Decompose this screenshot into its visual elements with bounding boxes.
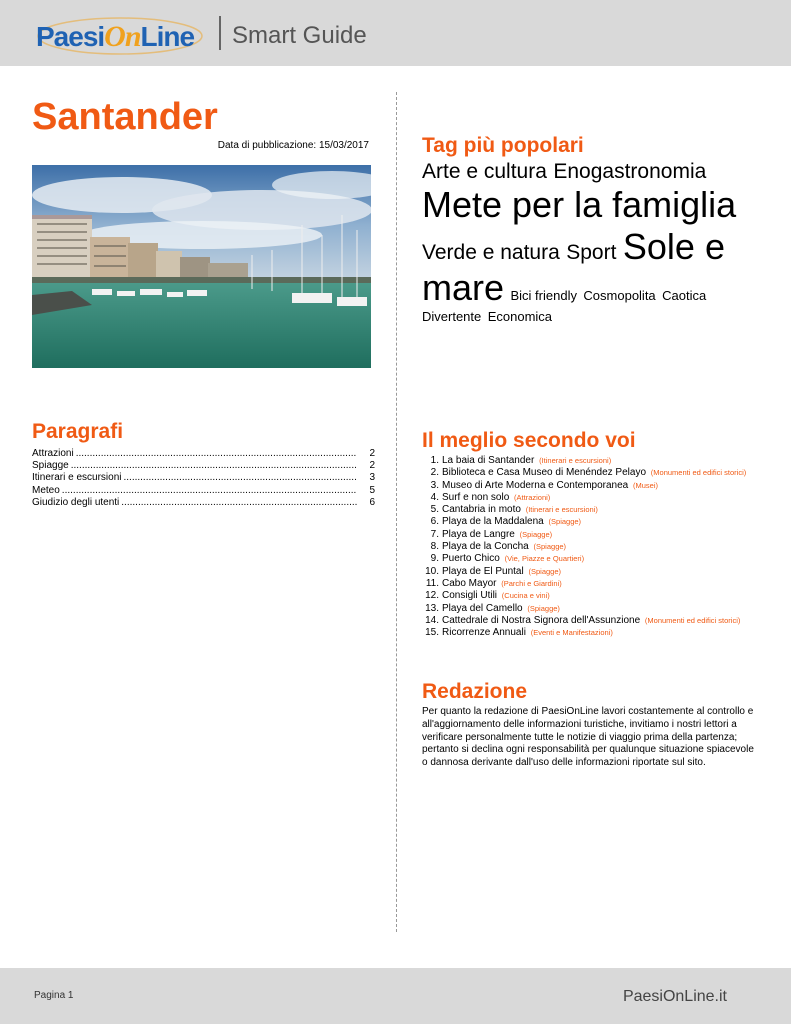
tags-heading: Tag più popolari: [422, 134, 584, 157]
tag-link[interactable]: Economica: [487, 309, 553, 325]
list-item[interactable]: 11. Cabo Mayor (Parchi e Giardini): [425, 577, 562, 589]
toc-row[interactable]: [32, 497, 375, 509]
tag-link[interactable]: Arte e cultura: [422, 160, 547, 183]
tag-link[interactable]: Bici friendly: [510, 287, 577, 303]
list-item[interactable]: 4. Surf e non solo (Attrazioni): [430, 491, 551, 503]
tag-cloud: [422, 160, 767, 327]
tag-link[interactable]: Sole e mare: [422, 225, 725, 308]
list-item[interactable]: 3. Museo di Arte Moderna e Contemporanea (Musei): [430, 479, 659, 491]
harbor-photo: [32, 165, 371, 368]
paesionline-logo[interactable]: [36, 14, 204, 58]
site-link[interactable]: PaesiOnLine.it: [622, 988, 727, 1005]
toc-label: Attrazioni: [32, 448, 74, 459]
list-item[interactable]: 5. Cantabria in moto (Itinerari e escursioni): [430, 504, 598, 516]
list-item[interactable]: 7. Playa de Langre (Spiagge): [430, 528, 553, 540]
page-number: Pagina 1: [34, 990, 74, 1001]
toc-label: Spiagge: [32, 460, 69, 472]
page-header: [0, 0, 791, 66]
redazione-text: Per quanto la redazione di PaesiOnLine lavori costantemente al controllo e all'aggiornamento delle informazioni turistiche, invitiamo i nostri lettori a verificare personalmente tutte le notizie di viaggio prima della partenza; pertanto si declina ogni responsabilità per qualunque situazione spiacevole o dannosa derivante dall'uso delle informazioni riportate sul sito.: [422, 706, 754, 769]
tag-link[interactable]: Mete per la famiglia: [422, 184, 737, 226]
list-item[interactable]: 1. La baia di Santander (Itinerari e escursioni): [430, 455, 612, 466]
list-item[interactable]: 14. Cattedrale di Nostra Signora dell'Assunzione (Monumenti ed edifici storici): [425, 614, 741, 626]
toc-page: 3: [369, 472, 375, 484]
toc-page: 6: [369, 496, 375, 508]
toc-page: 5: [369, 484, 375, 496]
tag-link[interactable]: Divertente: [422, 309, 482, 325]
paragrafi-heading: Paragrafi: [32, 420, 124, 443]
best-heading: Il meglio secondo voi: [422, 429, 636, 452]
tag-link[interactable]: Verde e natura: [422, 240, 560, 264]
list-item[interactable]: 12. Consigli Utili (Cucina e vini): [425, 590, 550, 602]
toc-page: 2: [369, 448, 375, 459]
toc-page: 2: [369, 460, 375, 472]
list-item[interactable]: 15. Ricorrenze Annuali (Eventi e Manifestazioni): [425, 627, 613, 639]
column-divider: [396, 92, 397, 932]
toc-label: Giudizio degli utenti: [32, 496, 120, 508]
tag-link[interactable]: Caotica: [662, 287, 707, 303]
toc-row[interactable]: [32, 448, 375, 460]
list-item[interactable]: 2. Biblioteca e Casa Museo di Menéndez Pelayo (Monumenti ed edifici storici): [430, 467, 747, 479]
tag-link[interactable]: Cosmopolita: [583, 287, 656, 303]
toc-row[interactable]: [32, 485, 375, 497]
list-item[interactable]: 6. Playa de la Maddalena (Spiagge): [430, 516, 582, 528]
toc-row[interactable]: [32, 472, 375, 484]
publication-date: Data di pubblicazione: 15/03/2017: [217, 140, 369, 151]
best-list: [422, 455, 767, 639]
page-footer: [0, 968, 791, 1024]
list-item[interactable]: 8. Playa de la Concha (Spiagge): [430, 541, 567, 553]
header-divider: [219, 16, 221, 50]
paragrafi-toc: [32, 448, 375, 509]
tag-link[interactable]: Sport: [566, 240, 617, 264]
header-title: Smart Guide: [232, 22, 367, 49]
toc-label: Itinerari e escursioni: [32, 472, 122, 484]
tag-link[interactable]: Enogastronomia: [553, 160, 707, 183]
list-item[interactable]: 9. Puerto Chico (Vie, Piazze e Quartieri): [430, 553, 585, 565]
list-item[interactable]: 13. Playa del Camello (Spiagge): [425, 602, 560, 614]
list-item[interactable]: 10. Playa de El Puntal (Spiagge): [425, 565, 562, 577]
redazione-heading: Redazione: [422, 680, 528, 703]
toc-row[interactable]: [32, 460, 375, 472]
toc-label: Meteo: [32, 484, 60, 496]
page-title: Santander: [32, 96, 218, 138]
logo-text: PaesiOnLine: [36, 20, 195, 53]
